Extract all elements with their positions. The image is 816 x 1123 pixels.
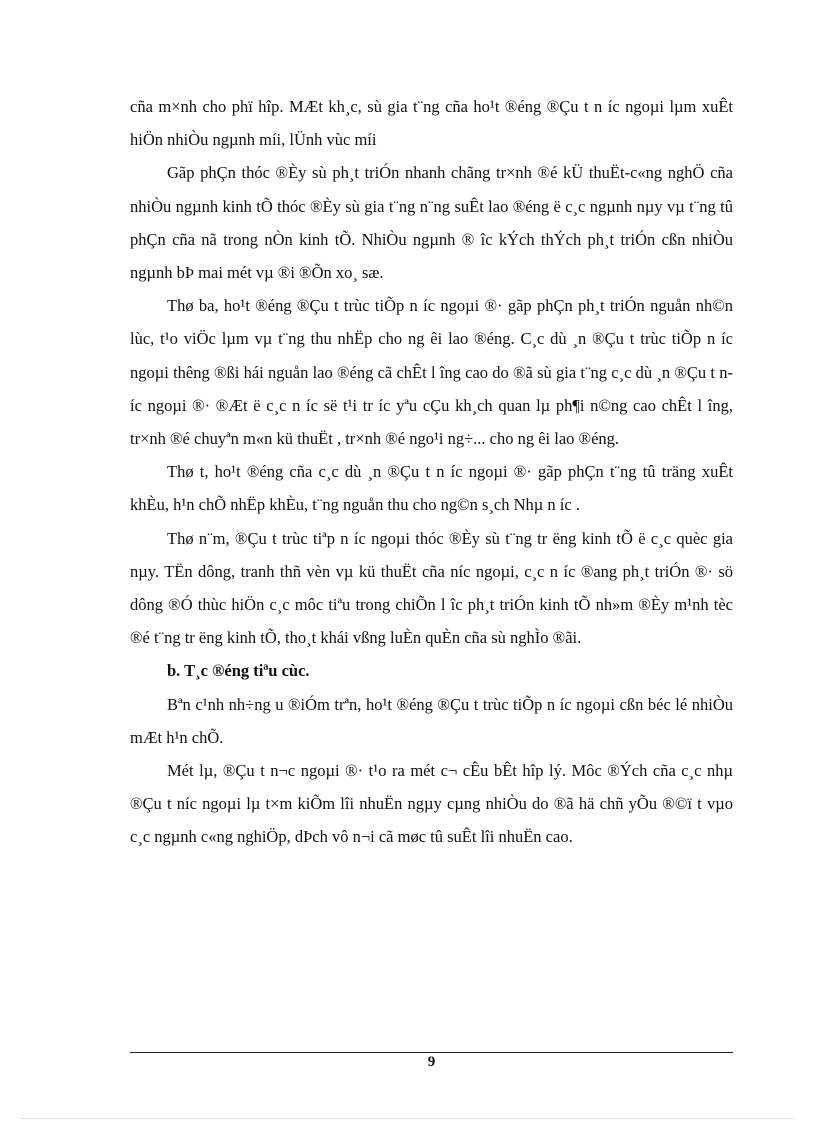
page-number: 9 — [427, 1054, 436, 1070]
paragraph-1: cña m×nh cho phï hîp. MÆt kh¸c, sù gia t¨ng cña ho¹t ®éng ®Çu t n íc ngoµi lµm xuÊt hiÖn nhiÒu ngµnh míi, lÜnh vùc míi — [130, 97, 733, 150]
paragraph-2: Gãp phÇn thóc ®Èy sù ph¸t triÓn nhanh chãng tr×nh ®é kÜ thuËt-c«ng nghÖ cña nhiÒu ngµnh kinh tÕ thóc ®Èy sù gia t¨ng n¨ng suÊt lao ®éng ë c¸c ngµnh nµy vµ t¨ng tû phÇn cña nã trong nÒn kinh tÕ. NhiÒu ngµnh ® îc kÝch thÝch ph¸t triÓn cßn nhiÒu ngµnh bÞ mai mét vµ ®i ®Õn xo¸ sæ. — [130, 163, 733, 283]
body-text — [130, 90, 733, 854]
paragraph-3: Thø ba, ho¹t ®éng ®Çu t trùc tiÕp n íc ngoµi ®· gãp phÇn ph¸t triÓn nguån nh©n lùc, t¹o viÖc lµm vµ t¨ng thu nhËp cho ng êi lao ®éng. C¸c dù ¸n ®Çu t trùc tiÕp n íc ngoµi thêng ®ßi hái nguån lao ®éng cã chÊt l îng cao do ®ã sù gia t¨ng c¸c dù ¸n ®Çu t níc ngoµi ®· ®Æt ë c¸c n íc së t¹i tr íc yªu cÇu kh¸ch quan lµ ph¶i n©ng cao chÊt l îng, tr×nh ®é chuyªn m«n kü thuËt , tr×nh ®é ngo¹i ng÷... cho ng êi lao ®éng. — [130, 296, 733, 449]
paragraph-5: Thø n¨m, ®Çu t trùc tiªp n íc ngoµi thóc ®Èy sù t¨ng tr ëng kinh tÕ ë c¸c quèc gia nµy. TËn dông, tranh thñ vèn vµ kü thuËt cña níc ngoµi, c¸c n íc ®ang ph¸t triÓn ®· sö dông ®Ó thùc hiÖn c¸c môc tiªu trong chiÕn l îc ph¸t triÓn kinh tÕ nh»m ®Èy m¹nh tèc ®é t¨ng tr ëng kinh tÕ, tho¸t khái vßng luÈn quÈn cña sù nghÌo ®ãi. — [130, 528, 733, 648]
paragraph-7: Bªn c¹nh nh÷ng u ®iÓm trªn, ho¹t ®éng ®Çu t trùc tiÕp n íc ngoµi cßn béc lé nhiÒu mÆt h¹n chÕ. — [130, 694, 733, 747]
section-heading: b. T¸c ®éng tiªu cùc. — [167, 661, 310, 681]
paragraph-8: Mét lµ, ®Çu t n¬c ngoµi ®· t¹o ra mét c¬ cÊu bÊt hîp lý. Môc ®Ých cña c¸c nhµ ®Çu t níc ngoµi lµ t×m kiÕm lîi nhuËn ngµy cµng nhiÒu do ®ã hä chñ yÕu ®©ï t vµo c¸c ngµnh c«ng nghiÖp, dÞch vô n¬i cã møc tû suÊt lîi nhuËn cao. — [130, 761, 733, 847]
footer-divider — [130, 1052, 733, 1053]
page-edge-dotted-line — [20, 1118, 796, 1119]
paragraph-4: Thø t, ho¹t ®éng cña c¸c dù ¸n ®Çu t n íc ngoµi ®· gãp phÇn t¨ng tû träng xuÊt khÈu, h¹n chÕ nhËp khÈu, t¨ng nguån thu cho ng©n s¸ch Nhµ n íc . — [130, 462, 733, 515]
